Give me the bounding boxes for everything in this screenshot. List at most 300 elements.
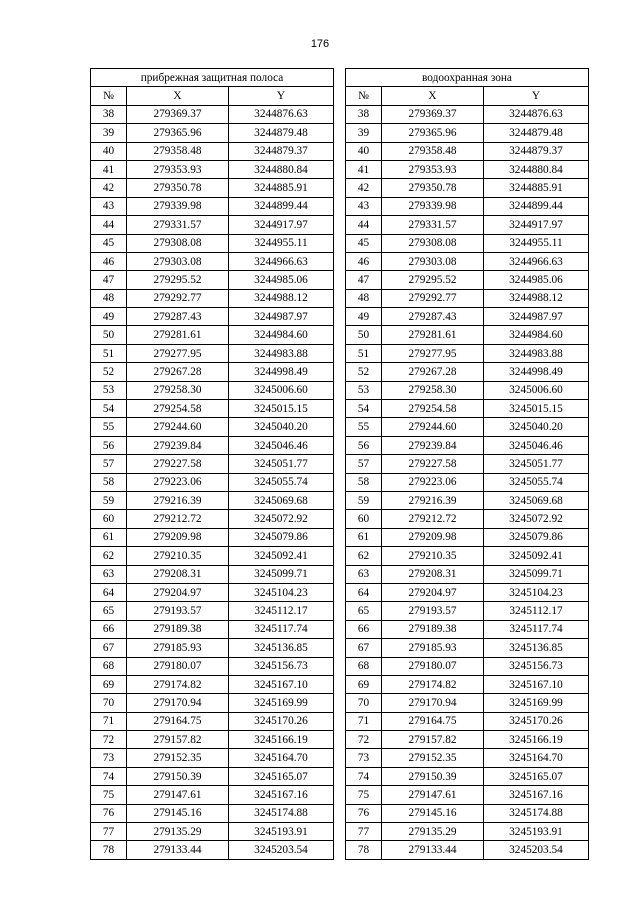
point-number-cell: 76	[91, 804, 127, 822]
point-number-cell: 58	[91, 473, 127, 491]
y-coordinate-cell: 3245092.41	[229, 547, 334, 565]
y-coordinate-cell: 3244955.11	[484, 234, 589, 252]
point-number-cell: 38	[91, 105, 127, 123]
y-coordinate-cell: 3245136.85	[229, 639, 334, 657]
table-row	[91, 363, 334, 381]
point-number-cell: 60	[91, 510, 127, 528]
point-number-cell: 63	[346, 565, 382, 583]
point-number-cell: 71	[91, 712, 127, 730]
x-coordinate-cell: 279244.60	[382, 418, 484, 436]
column-header-x: X	[127, 87, 229, 105]
point-number-cell: 66	[346, 620, 382, 638]
point-number-cell: 43	[91, 197, 127, 215]
table-row	[346, 675, 589, 693]
x-coordinate-cell: 279204.97	[382, 583, 484, 601]
y-coordinate-cell: 3245046.46	[484, 436, 589, 454]
table-row	[91, 473, 334, 491]
table-row	[346, 289, 589, 307]
table-row	[91, 252, 334, 270]
point-number-cell: 43	[346, 197, 382, 215]
x-coordinate-cell: 279308.08	[127, 234, 229, 252]
x-coordinate-cell: 279180.07	[127, 657, 229, 675]
x-coordinate-cell: 279369.37	[382, 105, 484, 123]
table-row	[346, 565, 589, 583]
y-coordinate-cell: 3244899.44	[229, 197, 334, 215]
point-number-cell: 42	[346, 179, 382, 197]
point-number-cell: 51	[346, 344, 382, 362]
point-number-cell: 63	[91, 565, 127, 583]
x-coordinate-cell: 279174.82	[127, 675, 229, 693]
x-coordinate-cell: 279331.57	[382, 216, 484, 234]
point-number-cell: 59	[91, 491, 127, 509]
table-row	[346, 381, 589, 399]
y-coordinate-cell: 3245046.46	[229, 436, 334, 454]
table-row	[91, 786, 334, 804]
table-row	[91, 271, 334, 289]
table-row	[91, 197, 334, 215]
point-number-cell: 48	[91, 289, 127, 307]
table-row	[346, 639, 589, 657]
table-row	[346, 216, 589, 234]
point-number-cell: 57	[346, 455, 382, 473]
point-number-cell: 70	[346, 694, 382, 712]
x-coordinate-cell: 279358.48	[382, 142, 484, 160]
y-coordinate-cell: 3245112.17	[229, 602, 334, 620]
x-coordinate-cell: 279193.57	[127, 602, 229, 620]
x-coordinate-cell: 279170.94	[127, 694, 229, 712]
column-header-y: Y	[484, 87, 589, 105]
x-coordinate-cell: 279331.57	[127, 216, 229, 234]
y-coordinate-cell: 3245156.73	[484, 657, 589, 675]
table-row	[91, 455, 334, 473]
page-number: 176	[310, 38, 330, 50]
y-coordinate-cell: 3244876.63	[484, 105, 589, 123]
x-coordinate-cell: 279303.08	[127, 252, 229, 270]
y-coordinate-cell: 3245112.17	[484, 602, 589, 620]
point-number-cell: 67	[346, 639, 382, 657]
point-number-cell: 73	[346, 749, 382, 767]
x-coordinate-cell: 279227.58	[127, 455, 229, 473]
point-number-cell: 57	[91, 455, 127, 473]
table-row	[346, 344, 589, 362]
point-number-cell: 47	[91, 271, 127, 289]
x-coordinate-cell: 279267.28	[382, 363, 484, 381]
table-row	[346, 694, 589, 712]
table-row	[91, 289, 334, 307]
x-coordinate-cell: 279287.43	[382, 308, 484, 326]
y-coordinate-cell: 3244987.97	[229, 308, 334, 326]
x-coordinate-cell: 279365.96	[127, 124, 229, 142]
point-number-cell: 70	[91, 694, 127, 712]
y-coordinate-cell: 3245040.20	[229, 418, 334, 436]
y-coordinate-cell: 3245092.41	[484, 547, 589, 565]
point-number-cell: 78	[91, 841, 127, 859]
x-coordinate-cell: 279292.77	[382, 289, 484, 307]
y-coordinate-cell: 3244879.48	[229, 124, 334, 142]
point-number-cell: 65	[346, 602, 382, 620]
coordinate-tables	[90, 68, 588, 857]
x-coordinate-cell: 279254.58	[382, 400, 484, 418]
table-body	[346, 105, 589, 859]
x-coordinate-cell: 279353.93	[382, 160, 484, 178]
x-coordinate-cell: 279339.98	[382, 197, 484, 215]
point-number-cell: 74	[346, 767, 382, 785]
x-coordinate-cell: 279227.58	[382, 455, 484, 473]
y-coordinate-cell: 3245165.07	[229, 767, 334, 785]
table-row	[346, 583, 589, 601]
x-coordinate-cell: 279277.95	[382, 344, 484, 362]
point-number-cell: 68	[91, 657, 127, 675]
y-coordinate-cell: 3244988.12	[229, 289, 334, 307]
y-coordinate-cell: 3244987.97	[484, 308, 589, 326]
x-coordinate-cell: 279164.75	[382, 712, 484, 730]
x-coordinate-cell: 279358.48	[127, 142, 229, 160]
point-number-cell: 54	[346, 400, 382, 418]
y-coordinate-cell: 3245169.99	[229, 694, 334, 712]
y-coordinate-cell: 3244885.91	[229, 179, 334, 197]
table-row	[91, 216, 334, 234]
y-coordinate-cell: 3245006.60	[484, 381, 589, 399]
y-coordinate-cell: 3245169.99	[484, 694, 589, 712]
table-row	[91, 124, 334, 142]
table-row	[91, 400, 334, 418]
water-protection-zone-table	[345, 68, 589, 860]
table-row	[346, 271, 589, 289]
table-row	[91, 657, 334, 675]
x-coordinate-cell: 279135.29	[382, 823, 484, 841]
y-coordinate-cell: 3245099.71	[484, 565, 589, 583]
column-header-number: №	[346, 87, 382, 105]
point-number-cell: 48	[346, 289, 382, 307]
table-body	[91, 105, 334, 859]
x-coordinate-cell: 279193.57	[382, 602, 484, 620]
point-number-cell: 64	[91, 583, 127, 601]
y-coordinate-cell: 3245193.91	[229, 823, 334, 841]
x-coordinate-cell: 279174.82	[382, 675, 484, 693]
y-coordinate-cell: 3244917.97	[484, 216, 589, 234]
table-row	[346, 823, 589, 841]
table-row	[346, 473, 589, 491]
point-number-cell: 45	[91, 234, 127, 252]
table-row	[346, 749, 589, 767]
y-coordinate-cell: 3244984.60	[484, 326, 589, 344]
point-number-cell: 71	[346, 712, 382, 730]
table-row	[91, 749, 334, 767]
y-coordinate-cell: 3245055.74	[484, 473, 589, 491]
x-coordinate-cell: 279339.98	[127, 197, 229, 215]
point-number-cell: 44	[91, 216, 127, 234]
y-coordinate-cell: 3244955.11	[229, 234, 334, 252]
x-coordinate-cell: 279150.39	[127, 767, 229, 785]
point-number-cell: 39	[346, 124, 382, 142]
y-coordinate-cell: 3244876.63	[229, 105, 334, 123]
x-coordinate-cell: 279170.94	[382, 694, 484, 712]
point-number-cell: 66	[91, 620, 127, 638]
table-row	[346, 436, 589, 454]
x-coordinate-cell: 279216.39	[382, 491, 484, 509]
point-number-cell: 40	[346, 142, 382, 160]
point-number-cell: 56	[91, 436, 127, 454]
point-number-cell: 52	[346, 363, 382, 381]
x-coordinate-cell: 279350.78	[127, 179, 229, 197]
table-row	[346, 124, 589, 142]
y-coordinate-cell: 3245072.92	[229, 510, 334, 528]
table-row	[346, 400, 589, 418]
point-number-cell: 73	[91, 749, 127, 767]
point-number-cell: 52	[91, 363, 127, 381]
y-coordinate-cell: 3244966.63	[484, 252, 589, 270]
table-row	[346, 804, 589, 822]
point-number-cell: 65	[91, 602, 127, 620]
x-coordinate-cell: 279180.07	[382, 657, 484, 675]
y-coordinate-cell: 3244983.88	[229, 344, 334, 362]
y-coordinate-cell: 3244984.60	[229, 326, 334, 344]
table-row	[346, 142, 589, 160]
table-row	[91, 105, 334, 123]
y-coordinate-cell: 3245079.86	[229, 528, 334, 546]
x-coordinate-cell: 279287.43	[127, 308, 229, 326]
column-header-number: №	[91, 87, 127, 105]
point-number-cell: 41	[346, 160, 382, 178]
point-number-cell: 49	[346, 308, 382, 326]
table-row	[91, 308, 334, 326]
point-number-cell: 56	[346, 436, 382, 454]
y-coordinate-cell: 3244983.88	[484, 344, 589, 362]
table-row	[346, 547, 589, 565]
point-number-cell: 49	[91, 308, 127, 326]
table-row	[346, 712, 589, 730]
x-coordinate-cell: 279145.16	[127, 804, 229, 822]
x-coordinate-cell: 279189.38	[127, 620, 229, 638]
table-row	[91, 804, 334, 822]
point-number-cell: 72	[91, 731, 127, 749]
table-row	[91, 436, 334, 454]
point-number-cell: 61	[346, 528, 382, 546]
table-row	[91, 160, 334, 178]
table-row	[346, 418, 589, 436]
table-row	[346, 767, 589, 785]
point-number-cell: 44	[346, 216, 382, 234]
y-coordinate-cell: 3245051.77	[484, 455, 589, 473]
table-row	[91, 639, 334, 657]
y-coordinate-cell: 3245051.77	[229, 455, 334, 473]
point-number-cell: 58	[346, 473, 382, 491]
y-coordinate-cell: 3245193.91	[484, 823, 589, 841]
x-coordinate-cell: 279267.28	[127, 363, 229, 381]
x-coordinate-cell: 279152.35	[382, 749, 484, 767]
y-coordinate-cell: 3245166.19	[229, 731, 334, 749]
table-row	[91, 675, 334, 693]
point-number-cell: 45	[346, 234, 382, 252]
coastal-protection-strip-table	[90, 68, 334, 860]
table-row	[346, 620, 589, 638]
y-coordinate-cell: 3244985.06	[484, 271, 589, 289]
point-number-cell: 75	[91, 786, 127, 804]
point-number-cell: 69	[346, 675, 382, 693]
y-coordinate-cell: 3245069.68	[484, 491, 589, 509]
point-number-cell: 67	[91, 639, 127, 657]
x-coordinate-cell: 279208.31	[127, 565, 229, 583]
x-coordinate-cell: 279157.82	[382, 731, 484, 749]
table-row	[346, 786, 589, 804]
y-coordinate-cell: 3244880.84	[484, 160, 589, 178]
table-row	[91, 491, 334, 509]
point-number-cell: 59	[346, 491, 382, 509]
point-number-cell: 41	[91, 160, 127, 178]
x-coordinate-cell: 279281.61	[127, 326, 229, 344]
y-coordinate-cell: 3244988.12	[484, 289, 589, 307]
y-coordinate-cell: 3244998.49	[229, 363, 334, 381]
table-row	[91, 234, 334, 252]
point-number-cell: 53	[91, 381, 127, 399]
x-coordinate-cell: 279185.93	[127, 639, 229, 657]
x-coordinate-cell: 279254.58	[127, 400, 229, 418]
x-coordinate-cell: 279223.06	[127, 473, 229, 491]
table-row	[346, 731, 589, 749]
column-header-x: X	[382, 87, 484, 105]
point-number-cell: 53	[346, 381, 382, 399]
table-row	[91, 344, 334, 362]
table-row	[346, 234, 589, 252]
y-coordinate-cell: 3245174.88	[229, 804, 334, 822]
point-number-cell: 39	[91, 124, 127, 142]
table-row	[346, 308, 589, 326]
table-row	[91, 841, 334, 859]
x-coordinate-cell: 279244.60	[127, 418, 229, 436]
y-coordinate-cell: 3245069.68	[229, 491, 334, 509]
column-header-y: Y	[229, 87, 334, 105]
y-coordinate-cell: 3245167.10	[484, 675, 589, 693]
x-coordinate-cell: 279308.08	[382, 234, 484, 252]
point-number-cell: 50	[346, 326, 382, 344]
y-coordinate-cell: 3245165.07	[484, 767, 589, 785]
point-number-cell: 69	[91, 675, 127, 693]
table-row	[91, 418, 334, 436]
y-coordinate-cell: 3245164.70	[229, 749, 334, 767]
table-row	[91, 142, 334, 160]
y-coordinate-cell: 3245055.74	[229, 473, 334, 491]
table-row	[91, 694, 334, 712]
table-row	[346, 105, 589, 123]
y-coordinate-cell: 3245006.60	[229, 381, 334, 399]
y-coordinate-cell: 3244879.48	[484, 124, 589, 142]
x-coordinate-cell: 279281.61	[382, 326, 484, 344]
point-number-cell: 54	[91, 400, 127, 418]
x-coordinate-cell: 279216.39	[127, 491, 229, 509]
y-coordinate-cell: 3245015.15	[229, 400, 334, 418]
y-coordinate-cell: 3245117.74	[484, 620, 589, 638]
x-coordinate-cell: 279295.52	[127, 271, 229, 289]
table-row	[91, 731, 334, 749]
table-row	[91, 620, 334, 638]
table-row	[91, 326, 334, 344]
point-number-cell: 42	[91, 179, 127, 197]
point-number-cell: 72	[346, 731, 382, 749]
y-coordinate-cell: 3245117.74	[229, 620, 334, 638]
table-row	[91, 547, 334, 565]
y-coordinate-cell: 3245104.23	[229, 583, 334, 601]
point-number-cell: 50	[91, 326, 127, 344]
table-row	[91, 565, 334, 583]
x-coordinate-cell: 279208.31	[382, 565, 484, 583]
x-coordinate-cell: 279150.39	[382, 767, 484, 785]
x-coordinate-cell: 279292.77	[127, 289, 229, 307]
point-number-cell: 77	[346, 823, 382, 841]
x-coordinate-cell: 279258.30	[127, 381, 229, 399]
x-coordinate-cell: 279212.72	[127, 510, 229, 528]
x-coordinate-cell: 279145.16	[382, 804, 484, 822]
x-coordinate-cell: 279209.98	[382, 528, 484, 546]
table-row	[346, 363, 589, 381]
table-row	[346, 841, 589, 859]
y-coordinate-cell: 3245174.88	[484, 804, 589, 822]
table-row	[91, 528, 334, 546]
x-coordinate-cell: 279133.44	[382, 841, 484, 859]
y-coordinate-cell: 3245015.15	[484, 400, 589, 418]
y-coordinate-cell: 3244966.63	[229, 252, 334, 270]
table-row	[91, 179, 334, 197]
table-row	[91, 602, 334, 620]
x-coordinate-cell: 279239.84	[127, 436, 229, 454]
y-coordinate-cell: 3245170.26	[484, 712, 589, 730]
table-row	[91, 583, 334, 601]
x-coordinate-cell: 279164.75	[127, 712, 229, 730]
y-coordinate-cell: 3245040.20	[484, 418, 589, 436]
y-coordinate-cell: 3245099.71	[229, 565, 334, 583]
point-number-cell: 38	[346, 105, 382, 123]
point-number-cell: 55	[91, 418, 127, 436]
y-coordinate-cell: 3244879.37	[484, 142, 589, 160]
x-coordinate-cell: 279353.93	[127, 160, 229, 178]
table-row	[91, 767, 334, 785]
x-coordinate-cell: 279189.38	[382, 620, 484, 638]
table-row	[346, 491, 589, 509]
y-coordinate-cell: 3244880.84	[229, 160, 334, 178]
x-coordinate-cell: 279133.44	[127, 841, 229, 859]
x-coordinate-cell: 279209.98	[127, 528, 229, 546]
x-coordinate-cell: 279210.35	[382, 547, 484, 565]
point-number-cell: 46	[346, 252, 382, 270]
table-row	[346, 510, 589, 528]
y-coordinate-cell: 3245167.16	[484, 786, 589, 804]
x-coordinate-cell: 279303.08	[382, 252, 484, 270]
y-coordinate-cell: 3245203.54	[229, 841, 334, 859]
y-coordinate-cell: 3244899.44	[484, 197, 589, 215]
x-coordinate-cell: 279239.84	[382, 436, 484, 454]
table-title: прибрежная защитная полоса	[91, 69, 334, 87]
y-coordinate-cell: 3244998.49	[484, 363, 589, 381]
table-row	[346, 197, 589, 215]
x-coordinate-cell: 279210.35	[127, 547, 229, 565]
table-row	[346, 528, 589, 546]
y-coordinate-cell: 3244985.06	[229, 271, 334, 289]
point-number-cell: 74	[91, 767, 127, 785]
y-coordinate-cell: 3244917.97	[229, 216, 334, 234]
x-coordinate-cell: 279204.97	[127, 583, 229, 601]
y-coordinate-cell: 3245164.70	[484, 749, 589, 767]
x-coordinate-cell: 279152.35	[127, 749, 229, 767]
table-row	[91, 510, 334, 528]
table-row	[346, 252, 589, 270]
y-coordinate-cell: 3245072.92	[484, 510, 589, 528]
point-number-cell: 60	[346, 510, 382, 528]
point-number-cell: 51	[91, 344, 127, 362]
point-number-cell: 55	[346, 418, 382, 436]
x-coordinate-cell: 279277.95	[127, 344, 229, 362]
point-number-cell: 64	[346, 583, 382, 601]
point-number-cell: 40	[91, 142, 127, 160]
y-coordinate-cell: 3245156.73	[229, 657, 334, 675]
